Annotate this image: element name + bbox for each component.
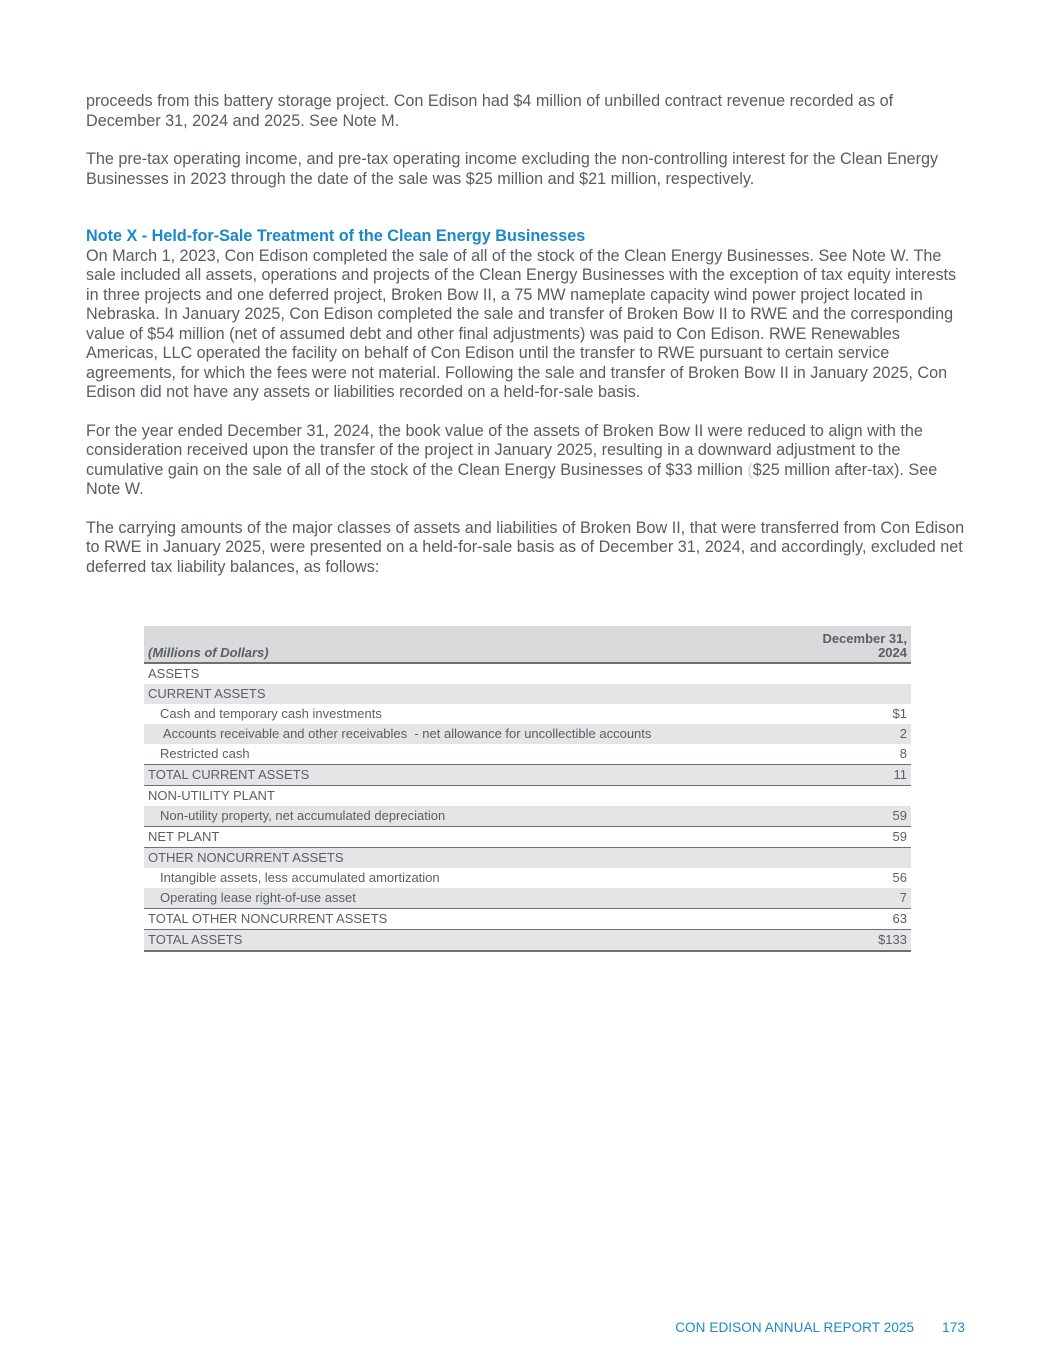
row-label: NON-UTILITY PLANT [148, 788, 275, 803]
paragraph-battery-storage: proceeds from this battery storage project. Con Edison had $4 million of unbilled contract revenue recorded as of December 31, 2024 and 2025. See Note M. [86, 92, 894, 130]
row-label: CURRENT ASSETS [144, 684, 793, 704]
table-row-cash [144, 704, 911, 724]
table-row-non-utility-plant [144, 786, 911, 807]
row-label: Accounts receivable and other receivables - net allowance for uncollectible accounts [144, 724, 793, 744]
table-row-other-noncurrent-assets [144, 848, 911, 869]
table-row-total-other-noncurrent-assets [144, 909, 911, 930]
document-body [86, 92, 970, 577]
row-value [793, 684, 911, 704]
date-column-header [793, 626, 911, 663]
row-value: $133 [793, 930, 911, 952]
row-value: 11 [793, 765, 911, 786]
page-footer [675, 1320, 965, 1335]
row-value [793, 663, 911, 684]
table-row-total-assets [144, 930, 911, 952]
row-label: NET PLANT [144, 827, 793, 848]
row-label: ASSETS [148, 666, 200, 681]
row-value: 56 [892, 870, 907, 885]
row-value: 59 [793, 827, 911, 848]
row-label: TOTAL OTHER NONCURRENT ASSETS [144, 909, 793, 930]
row-label: OTHER NONCURRENT ASSETS [144, 848, 793, 869]
table-header-row [144, 626, 911, 663]
unit-header: (Millions of Dollars) [144, 626, 793, 663]
footer-report-title: CON EDISON ANNUAL REPORT 2025 [675, 1320, 915, 1335]
paragraph-note-x-sale: On March 1, 2023, Con Edison completed the sale of all of the stock of the Clean Energy Businesses. See Note W. The sale included all assets, operations and projects of the Clean Energy Businesses with the exception of tax equity interests in three projects and one deferred project, Broken Bow II, a 75 MW nameplate capacity wind power project located in Nebraska. In January 2025, Con Edison completed the sale and transfer of Broken Bow II to RWE and the corresponding value of $54 million (net of assumed debt and other final adjustments) was paid to Con Edison. RWE Renewables Americas, LLC operated the facility on behalf of Con Edison until the transfer to RWE pursuant to certain service agreements, for which the fees were not material. Following the sale and transfer of Broken Bow II in January 2025, Con Edison did not have any assets or liabilities recorded on a held-for-sale basis. [86, 246, 957, 401]
row-label: Restricted cash [144, 744, 793, 765]
paragraph-pretax-income: The pre-tax operating income, and pre-tax operating income excluding the non-controlling interest for the Clean Energy Businesses in 2023 through the date of the sale was $25 million and $21 million, respectively. [86, 150, 939, 188]
table-row-current-assets [144, 684, 911, 704]
row-label: Intangible assets, less accumulated amortization [160, 870, 440, 885]
paragraph-book-value [86, 422, 970, 500]
row-label: Non-utility property, net accumulated depreciation [144, 806, 793, 827]
table-row-intangible-assets [144, 868, 911, 888]
paragraph-carrying-amounts: The carrying amounts of the major classes of assets and liabilities of Broken Bow II, that were transferred from Con Edison to RWE in January 2025, were presented on a held-for-sale basis as of December 31, 2024, and accordingly, excluded net deferred tax liability balances, as follows: [86, 518, 965, 576]
book-value-paren: ( [747, 460, 753, 479]
row-label: TOTAL ASSETS [144, 930, 793, 952]
table-row-assets [144, 663, 911, 684]
table-row-restricted-cash [144, 744, 911, 765]
note-x-heading: Note X - Held-for-Sale Treatment of the Clean Energy Businesses [86, 227, 586, 245]
row-value: $1 [892, 706, 907, 721]
row-value [793, 848, 911, 869]
row-value: 2 [793, 724, 911, 744]
row-value: 8 [793, 744, 911, 765]
row-label: Cash and temporary cash investments [160, 706, 382, 721]
table-row-accounts-receivable [144, 724, 911, 744]
held-for-sale-assets-table [144, 626, 911, 952]
row-label: Operating lease right-of-use asset [144, 888, 793, 909]
table-row-non-utility-property [144, 806, 911, 827]
book-value-text-end: $25 million after-tax). See Note W. [86, 460, 938, 498]
date-header-line2: 2024 [878, 645, 907, 660]
page-number: 173 [942, 1320, 965, 1335]
table-row-net-plant [144, 827, 911, 848]
date-header-line1: December 31, [822, 631, 907, 646]
row-value: 7 [793, 888, 911, 909]
book-value-text-start: For the year ended December 31, 2024, the book value of the assets of Broken Bow II were reduced to align with the consideration received upon the transfer of the project in January 2025, resulting in a downward adjustment to the cumulative gain on the sale of all of the stock of the Clean Energy Businesses of $33 million [86, 421, 923, 479]
row-value: 59 [793, 806, 911, 827]
row-value: 63 [793, 909, 911, 930]
table-row-total-current-assets [144, 765, 911, 786]
row-value [793, 786, 911, 807]
row-label: TOTAL CURRENT ASSETS [144, 765, 793, 786]
table-row-operating-lease [144, 888, 911, 909]
